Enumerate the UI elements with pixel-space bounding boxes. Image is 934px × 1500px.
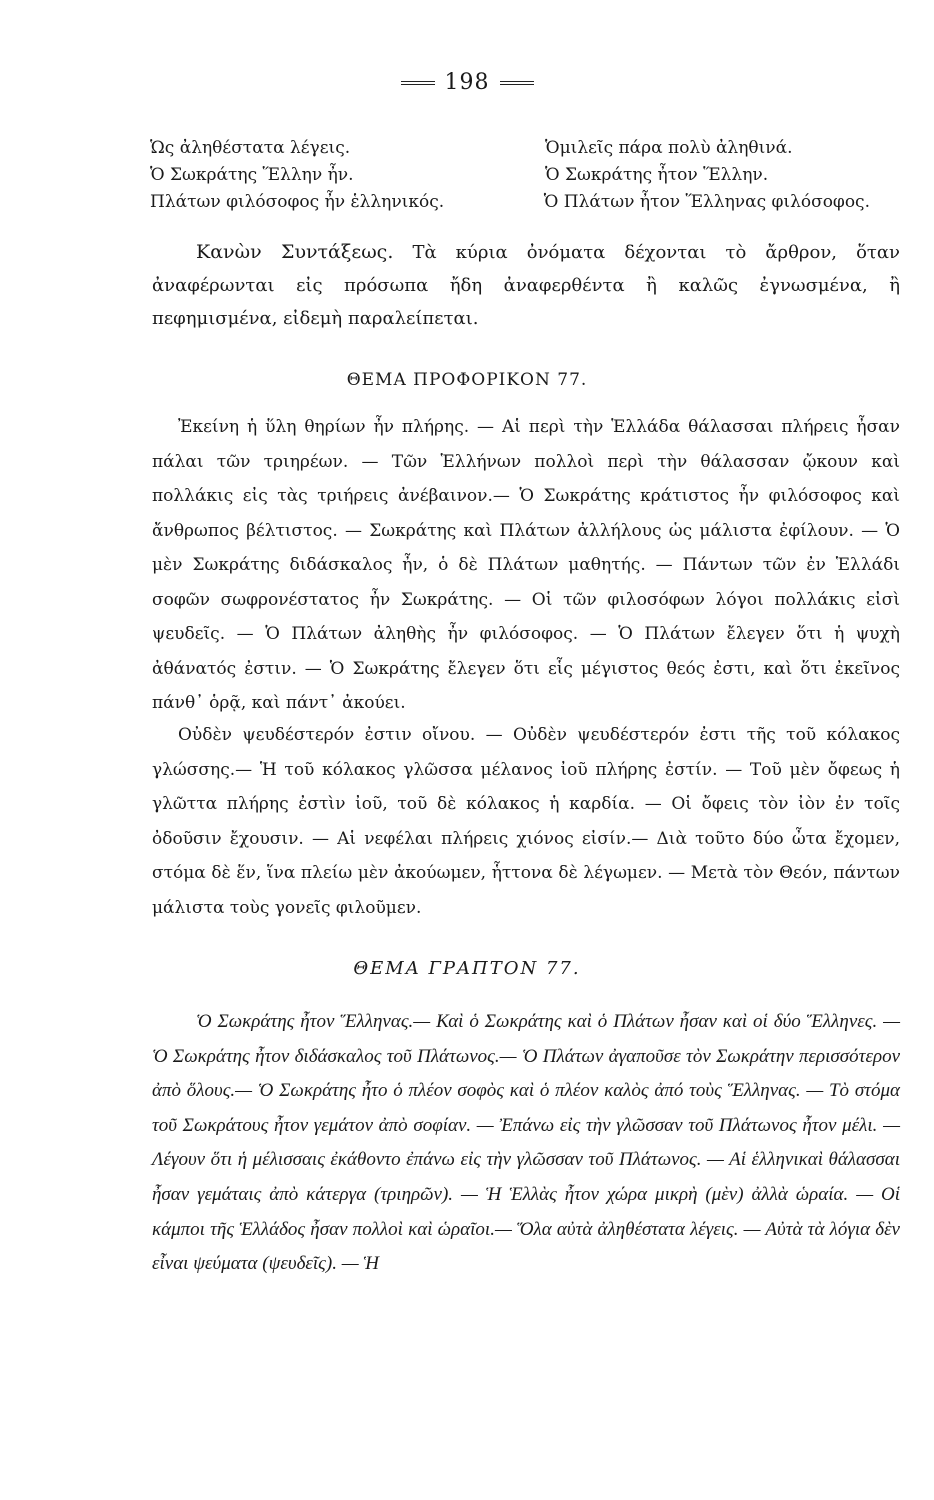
page-number-right-rule (500, 81, 534, 85)
ancient-sentence: Ὁ Σωκράτης Ἕλλην ἦν. (150, 165, 354, 185)
oral-exercise-heading: ΘΕΜΑ ΠΡΟΦΟΡΙΚΟΝ 77. (346, 370, 588, 390)
modern-sentence: Ὁμιλεῖς πάρα πολὺ ἀληθινά. (545, 138, 793, 158)
syntax-rule (152, 236, 900, 335)
ancient-sentence: Ὡς ἀληθέστατα λέγεις. (150, 138, 351, 158)
oral-exercise-paragraph-2: Οὐδὲν ψευδέστερόν ἐστιν οἴνου. — Οὐδὲν ψευδέστερόν ἐστι τῆς τοῦ κόλακος γλώσσης.— Ἡ τοῦ κόλακος γλῶσσα μέλανος ἰοῦ πλήρης ἐστίν. — Τοῦ μὲν ὄφεως ἡ γλῶττα πλήρης ἐστὶν ἰοῦ, τοῦ δὲ κόλακος ἡ καρδία. — Οἱ ὄφεις τὸν ἰὸν ἐν τοῖς ὀδοῦσιν ἔχουσιν. — Αἱ νεφέλαι πλήρεις χιόνος εἰσίν.— Διὰ τοῦτο δύο ὦτα ἔχομεν, στόμα δὲ ἕν, ἵνα πλείω μὲν ἀκούωμεν, ἧττονα δὲ λέγωμεν. — Μετὰ τὸν Θεόν, πάντων μάλιστα τοὺς γονεῖς φιλοῦμεν. (152, 725, 900, 918)
parallel-row (150, 138, 870, 165)
page-number-text: 198 (444, 70, 490, 95)
syntax-rule-text: Τὰ κύρια ὀνόματα δέχονται τὸ ἄρθρον, ὅταν ἀναφέρωνται εἰς πρόσωπα ἤδη ἀναφερθέντα ἢ καλῶς ἐγνωσμένα, ἢ πεφημισμένα, εἰδεμὴ παραλείπεται. (152, 242, 900, 329)
page-number-left-rule (401, 81, 435, 85)
oral-exercise-paragraph-1: Ἐκείνη ἡ ὕλη θηρίων ἦν πλήρης. — Αἱ περὶ τὴν Ἑλλάδα θάλασσαι πλήρεις ἦσαν πάλαι τῶν τριηρέων. — Τῶν Ἑλλήνων πολλοὶ περὶ τὴν θάλασσαν ᾤκουν καὶ πολλάκις εἰς τὰς τριήρεις ἀνέβαινον.— Ὁ Σωκράτης κράτιστος ἦν φιλόσοφος καὶ ἄνθρωπος βέλτιστος. — Σωκράτης καὶ Πλάτων ἀλλήλους ὡς μάλιστα ἐφίλουν. — Ὁ μὲν Σωκράτης διδάσκαλος ἦν, ὁ δὲ Πλάτων μαθητής. — Πάντων τῶν ἐν Ἑλλάδι σοφῶν σωφρονέστατος ἦν Σωκράτης. — Οἱ τῶν φιλοσόφων λόγοι πολλάκις εἰσὶ ψευδεῖς. — Ὁ Πλάτων ἀληθὴς ἦν φιλόσοφος. — Ὁ Πλάτων ἔλεγεν ὅτι ἡ ψυχὴ ἀθάνατός ἐστιν. — Ὁ Σωκράτης ἔλεγεν ὅτι εἷς μέγιστος θεός ἐστι, καὶ ὅτι ἐκεῖνος πάνθ᾽ ὁρᾷ, καὶ πάντ᾽ ἀκούει. (152, 417, 900, 713)
modern-sentence: Ὁ Σωκράτης ἦτον Ἕλλην. (545, 165, 769, 185)
parallel-row (150, 165, 870, 192)
written-exercise-text: Ὁ Σωκράτης ἦτον Ἕλληνας.— Καὶ ὁ Σωκράτης καὶ ὁ Πλάτων ἦσαν καὶ οἱ δύο Ἕλληνες. — Ὁ Σωκράτης ἦτον διδάσκαλος τοῦ Πλάτωνος.— Ὁ Πλάτων ἀγαποῦσε τὸν Σωκράτην περισσότερον ἀπὸ ὅλους.— Ὁ Σωκράτης ἦτο ὁ πλέον σοφὸς καὶ ὁ πλέον καλὸς ἀπό τοὺς Ἕλληνας. — Τὸ στόμα τοῦ Σωκράτους ἦτον γεμάτον ἀπὸ σοφίαν. — Ἐπάνω εἰς τὴν γλῶσσαν τοῦ Πλάτωνος ἦτον μέλι. — Λέγουν ὅτι ἡ μέλισσαις ἐκάθοντο ἐπάνω εἰς τὴν γλῶσσαν τοῦ Πλάτωνος. — Αἱ ἑλληνικαὶ θάλασσαι ἦσαν γεμάταις ἀπὸ κάτεργα (τριηρῶν). — Ἡ Ἑλλὰς ἦτον χώρα μικρὴ (μὲν) ἀλλὰ ὡραία. — Οἱ κάμποι τῆς Ἑλλάδος ἦσαν πολλοὶ καὶ ὡραῖοι.— Ὅλα αὐτὰ ἀληθέστατα λέγεις. — Αὐτὰ τὰ λόγια δὲν εἶναι ψεύματα (ψευδεῖς). — Ἡ (152, 1011, 900, 1275)
modern-sentence: Ὁ Πλάτων ἦτον Ἕλληνας φιλόσοφος. (543, 192, 870, 212)
written-exercise-heading: ΘΕΜΑ ΓΡΑΠΤΟΝ 77. (353, 958, 581, 979)
parallel-sentences (150, 138, 870, 219)
parallel-row (150, 192, 870, 219)
page-number (0, 70, 934, 95)
syntax-rule-lead: Κανὼν Συντάξεως. (196, 241, 394, 263)
ancient-sentence: Πλάτων φιλόσοφος ἦν ἑλληνικός. (150, 192, 445, 212)
